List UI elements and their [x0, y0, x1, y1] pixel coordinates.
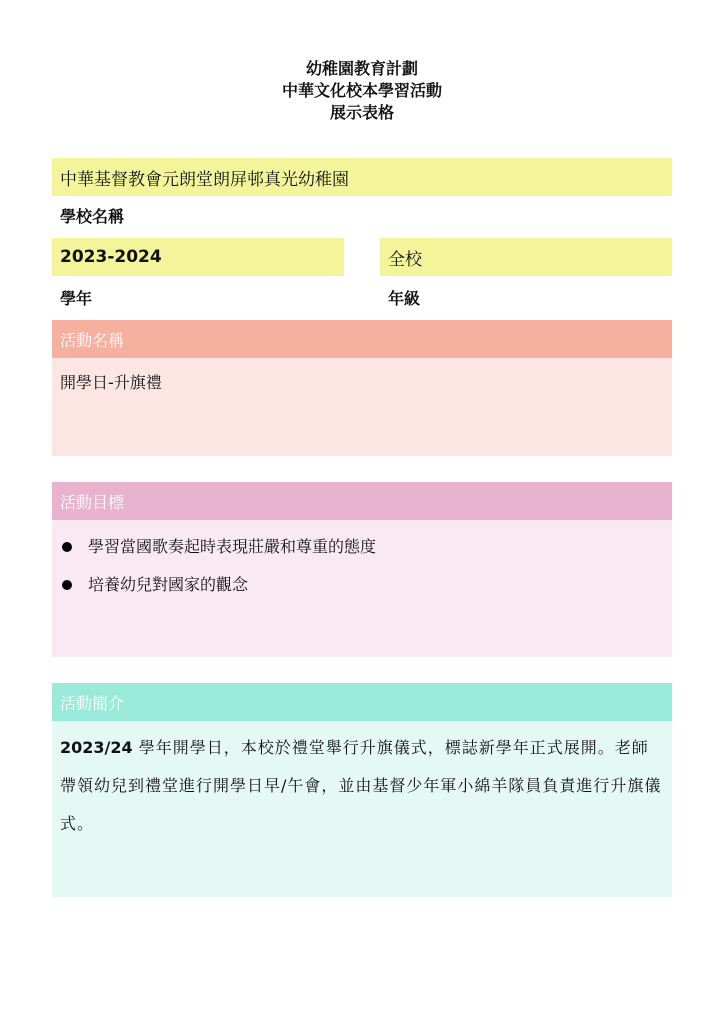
activity-name-body	[52, 358, 672, 456]
objectives-header: 活動目標	[52, 482, 672, 520]
activity-name-header: 活動名稱	[52, 320, 672, 358]
objective-item	[60, 572, 664, 610]
objectives-body	[52, 520, 672, 657]
header-title-1: 幼稚園教育計劃	[305, 59, 418, 78]
intro-body	[52, 721, 672, 897]
activity-name-value: 開學日-升旗禮	[60, 373, 162, 392]
intro-text: 學年開學日，本校於禮堂舉行升旗儀式，標誌新學年正式展開。老師帶領幼兒到禮堂進行開學日早/午會，並由基督少年軍小綿羊隊員負責進行升旗儀式。	[60, 738, 662, 833]
grade-field: 全校	[380, 238, 672, 276]
school-year-label: 學年	[60, 289, 93, 308]
header-title-3: 展示表格	[329, 103, 394, 122]
school-year-field: 2023-2024	[52, 238, 344, 276]
objective-text: 學習當國歌奏起時表現莊嚴和尊重的態度	[88, 537, 377, 556]
objective-item	[60, 534, 664, 572]
objective-text: 培養幼兒對國家的觀念	[88, 575, 249, 594]
intro-header: 活動簡介	[52, 683, 672, 721]
objectives-list	[60, 534, 664, 610]
header-title-2: 中華文化校本學習活動	[281, 81, 442, 100]
form-header	[0, 58, 724, 124]
intro-year: 2023/24	[60, 738, 133, 757]
school-name-field: 中華基督教會元朗堂朗屏邨真光幼稚園	[52, 158, 672, 196]
bullet-icon	[62, 580, 72, 590]
bullet-icon	[62, 542, 72, 552]
grade-label: 年級	[388, 289, 421, 308]
school-name-label: 學校名稱	[60, 207, 125, 226]
intro-paragraph	[60, 729, 664, 843]
